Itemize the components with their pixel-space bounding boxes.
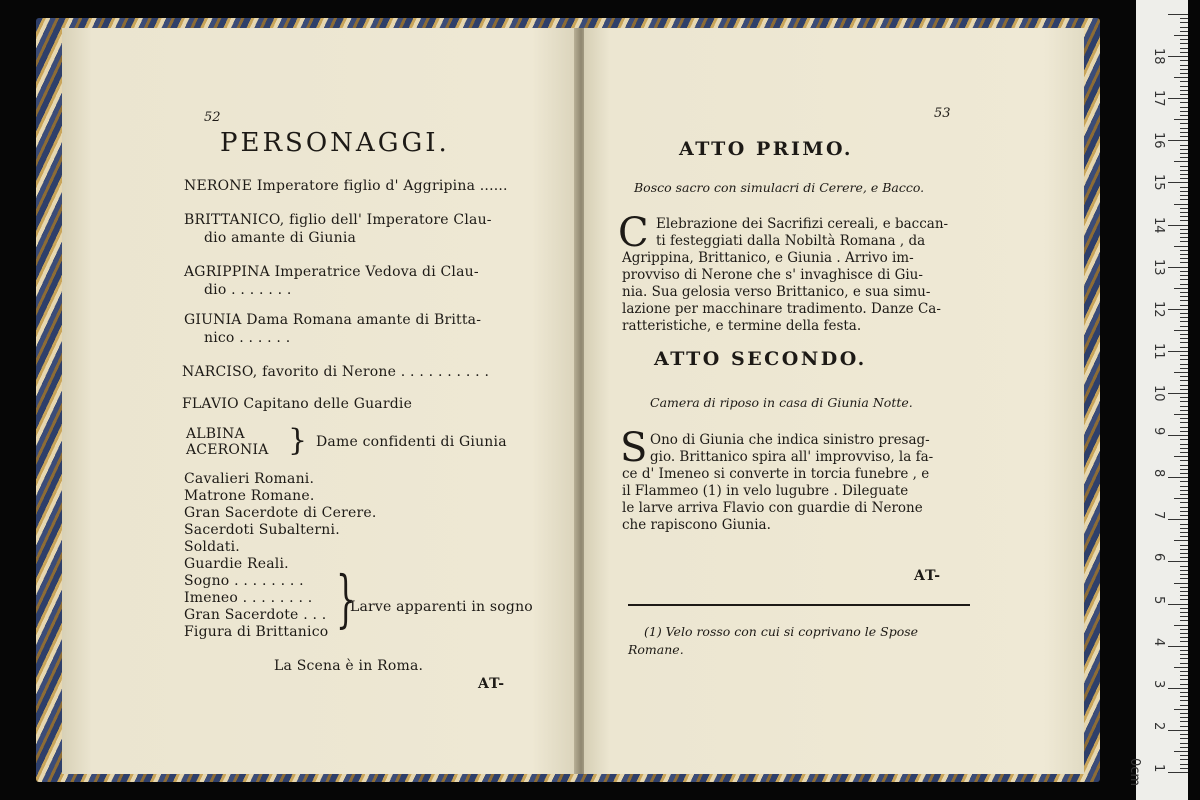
extra-cavalieri: Cavalieri Romani. <box>184 471 315 487</box>
ruler-tick <box>1180 43 1188 44</box>
ruler-tick <box>1180 178 1188 179</box>
ruler-tick <box>1180 612 1188 613</box>
ruler-tick <box>1180 738 1188 739</box>
ruler-tick <box>1180 755 1188 756</box>
ruler-tick <box>1180 743 1188 744</box>
act1-line: ti festeggiati dalla Nobiltà Romana , da <box>656 233 926 249</box>
ruler-tick <box>1180 553 1188 554</box>
ruler-tick <box>1174 498 1188 499</box>
ruler-tick <box>1180 305 1188 306</box>
ruler-tick <box>1180 473 1188 474</box>
ruler-tick <box>1180 262 1188 263</box>
left-page-number: 52 <box>204 110 221 125</box>
ruler-tick <box>1180 532 1188 533</box>
ruler-tick <box>1174 414 1188 415</box>
character-nerone: NERONE Imperatore figlio d' Aggripina ...... <box>184 178 508 194</box>
ruler-tick <box>1174 709 1188 710</box>
ruler-tick <box>1180 528 1188 529</box>
ruler-number: 8 <box>1151 469 1166 478</box>
ruler-tick <box>1180 663 1188 664</box>
ruler-tick <box>1180 111 1188 112</box>
ruler-tick <box>1174 456 1188 457</box>
ruler-tick <box>1180 679 1188 680</box>
ruler-tick <box>1180 132 1188 133</box>
ruler-tick <box>1180 237 1188 238</box>
character-agrippina: AGRIPPINA Imperatrice Vedova di Clau- <box>184 264 479 280</box>
ruler-tick <box>1180 94 1188 95</box>
ruler-tick <box>1168 477 1188 478</box>
ruler-tick <box>1180 199 1188 200</box>
ruler-tick <box>1168 435 1188 436</box>
ruler-tick <box>1180 684 1188 685</box>
ruler-tick <box>1180 700 1188 701</box>
ruler-tick <box>1180 338 1188 339</box>
ruler-tick <box>1180 27 1188 28</box>
ruler-tick <box>1180 115 1188 116</box>
dream-description: Larve apparenti in sogno <box>350 599 533 615</box>
ruler-tick <box>1180 692 1188 693</box>
ruler-tick <box>1180 595 1188 596</box>
ruler-tick <box>1180 637 1188 638</box>
ruler-tick <box>1180 502 1188 503</box>
act2-paragraph-b <box>622 466 929 534</box>
ruler-tick <box>1180 364 1188 365</box>
act1-paragraph-a <box>656 216 948 250</box>
ruler-tick <box>1168 646 1188 647</box>
ruler-tick <box>1180 60 1188 61</box>
ruler-tick <box>1168 561 1188 562</box>
ruler-tick <box>1180 641 1188 642</box>
ruler-number: 2 <box>1151 721 1166 731</box>
act1-line: lazione per macchinare tradimento. Danze Ca- <box>622 301 941 317</box>
right-page <box>584 28 1084 774</box>
ruler-number: 1 <box>1151 764 1166 773</box>
ruler-tick <box>1180 229 1188 230</box>
ruler-tick <box>1180 439 1188 440</box>
ruler-number: 5 <box>1151 595 1166 604</box>
ruler-tick <box>1180 376 1188 377</box>
ruler-tick <box>1180 102 1188 103</box>
ruler-number: 9 <box>1151 427 1166 436</box>
ruler-tick <box>1174 119 1188 120</box>
ruler-tick <box>1180 418 1188 419</box>
ruler-unit: 0cm <box>1127 758 1142 787</box>
ruler-tick <box>1180 658 1188 659</box>
left-page <box>62 28 580 774</box>
ruler-tick <box>1168 140 1188 141</box>
ruler-tick <box>1180 511 1188 512</box>
ruler-tick <box>1180 157 1188 158</box>
ruler-tick <box>1180 608 1188 609</box>
ruler-tick <box>1174 540 1188 541</box>
character-flavio: FLAVIO Capitano delle Guardie <box>182 396 413 412</box>
ruler-tick <box>1180 73 1188 74</box>
act1-line: provviso di Nerone che s' invaghisce di Giu- <box>622 267 923 283</box>
ruler-number: 4 <box>1151 637 1166 646</box>
act1-setting: Bosco sacro con simulacri di Cerere, e Bacco. <box>634 180 925 195</box>
ruler-tick <box>1180 149 1188 150</box>
ruler-tick <box>1180 481 1188 482</box>
ruler-tick <box>1180 347 1188 348</box>
dream-figura: Figura di Brittanico <box>184 624 329 640</box>
ruler-tick <box>1180 566 1188 567</box>
ruler-tick <box>1180 317 1188 318</box>
footnote-line-1: (1) Velo rosso con cui si coprivano le Spose <box>644 624 919 639</box>
ruler-tick <box>1180 31 1188 32</box>
ruler-tick <box>1180 431 1188 432</box>
ruler-tick <box>1180 166 1188 167</box>
act2-setting: Camera di riposo in casa di Giunia Notte. <box>650 395 913 410</box>
ruler-tick <box>1180 444 1188 445</box>
ruler-tick <box>1180 578 1188 579</box>
ruler-tick <box>1180 587 1188 588</box>
character-narciso: NARCISO, favorito di Nerone . . . . . . . . . . <box>182 364 490 380</box>
ruler-number: 14 <box>1151 216 1166 234</box>
ruler-tick <box>1180 123 1188 124</box>
ruler-tick <box>1180 292 1188 293</box>
ruler-tick <box>1180 52 1188 53</box>
ruler-tick <box>1180 170 1188 171</box>
ruler-tick <box>1168 225 1188 226</box>
ruler-tick <box>1180 355 1188 356</box>
ruler-tick <box>1180 545 1188 546</box>
ruler-tick <box>1180 570 1188 571</box>
ruler-number: 10 <box>1151 385 1166 402</box>
ruler-tick <box>1180 212 1188 213</box>
ruler-tick <box>1180 284 1188 285</box>
ruler-tick <box>1180 300 1188 301</box>
footnote-rule <box>628 604 970 606</box>
ruler-tick <box>1180 380 1188 381</box>
ruler-tick <box>1180 22 1188 23</box>
dream-gran-sacerdote: Gran Sacerdote . . . <box>184 607 327 623</box>
ruler-tick <box>1180 389 1188 390</box>
ruler-tick <box>1180 250 1188 251</box>
ruler-tick <box>1174 330 1188 331</box>
ruler-number: 15 <box>1151 174 1166 191</box>
ruler-tick <box>1180 69 1188 70</box>
ruler-tick <box>1168 56 1188 57</box>
ruler-tick <box>1180 271 1188 272</box>
extra-guardie: Guardie Reali. <box>184 556 289 572</box>
ruler-tick <box>1180 671 1188 672</box>
act2-line: gio. Brittanico spira all' improvviso, la fa- <box>650 449 934 465</box>
ruler-tick <box>1180 427 1188 428</box>
lady-albina: ALBINA <box>186 426 245 442</box>
ruler-tick <box>1180 153 1188 154</box>
extra-matrone: Matrone Romane. <box>184 488 315 504</box>
ruler-tick <box>1168 182 1188 183</box>
ruler-tick <box>1180 48 1188 49</box>
act2-paragraph-a <box>650 432 933 466</box>
ruler-tick <box>1180 385 1188 386</box>
act1-drop-cap: C <box>618 210 649 256</box>
ruler-tick <box>1180 145 1188 146</box>
ruler-tick <box>1180 313 1188 314</box>
ruler-number: 12 <box>1151 300 1166 318</box>
ruler-tick <box>1180 721 1188 722</box>
act2-line: il Flammeo (1) in velo lugubre . Dileguate <box>622 483 909 499</box>
ruler-tick <box>1180 128 1188 129</box>
ruler-tick <box>1180 654 1188 655</box>
character-agrippina-cont: dio . . . . . . . <box>204 282 292 298</box>
ruler-tick <box>1168 393 1188 394</box>
ruler-number: 13 <box>1151 258 1166 276</box>
ruler-tick <box>1180 717 1188 718</box>
ruler-tick <box>1180 254 1188 255</box>
extra-soldati: Soldati. <box>184 539 240 555</box>
ruler-tick <box>1180 220 1188 221</box>
ruler-tick <box>1180 136 1188 137</box>
ruler-number: 3 <box>1151 679 1166 689</box>
ruler-tick <box>1180 574 1188 575</box>
ruler-tick <box>1168 688 1188 689</box>
ruler-tick <box>1180 406 1188 407</box>
ruler-tick <box>1180 705 1188 706</box>
ruler-tick <box>1180 524 1188 525</box>
ruler-tick <box>1180 359 1188 360</box>
ruler-tick <box>1180 549 1188 550</box>
ruler-tick <box>1180 241 1188 242</box>
ruler-tick <box>1180 422 1188 423</box>
ruler-tick <box>1180 591 1188 592</box>
ruler-tick <box>1180 195 1188 196</box>
right-page-number: 53 <box>934 106 951 121</box>
ruler-tick <box>1168 519 1188 520</box>
ruler-tick <box>1180 326 1188 327</box>
ruler-tick <box>1180 401 1188 402</box>
ruler-tick <box>1180 515 1188 516</box>
ruler-tick <box>1180 616 1188 617</box>
ruler-tick <box>1180 629 1188 630</box>
ruler-tick <box>1174 625 1188 626</box>
ruler-tick <box>1180 191 1188 192</box>
ruler-tick <box>1174 667 1188 668</box>
right-catchword: AT- <box>914 568 942 584</box>
act2-line: che rapiscono Giunia. <box>622 517 771 533</box>
ruler-tick <box>1168 309 1188 310</box>
ruler-tick <box>1180 448 1188 449</box>
act1-line: ratteristiche, e termine della festa. <box>622 318 862 334</box>
ruler-tick <box>1180 768 1188 769</box>
ruler-number: 17 <box>1151 90 1166 107</box>
ruler-tick <box>1180 187 1188 188</box>
ruler-tick <box>1180 469 1188 470</box>
character-giunia-cont: nico . . . . . . <box>204 330 291 346</box>
extra-gran-sacerdote: Gran Sacerdote di Cerere. <box>184 505 377 521</box>
ruler-tick <box>1174 288 1188 289</box>
act1-line: Agrippina, Brittanico, e Giunia . Arrivo im- <box>622 250 914 266</box>
ruler-number: 16 <box>1151 132 1166 149</box>
ruler-tick <box>1180 460 1188 461</box>
act1-line: Elebrazione dei Sacrifizi cereali, e baccan- <box>656 216 949 232</box>
dream-sogno: Sogno . . . . . . . . <box>184 573 304 589</box>
ruler-tick <box>1180 490 1188 491</box>
ruler-tick <box>1180 452 1188 453</box>
ruler-tick <box>1168 730 1188 731</box>
ruler-number: 11 <box>1151 342 1166 360</box>
ruler-tick <box>1168 267 1188 268</box>
ruler-tick <box>1180 216 1188 217</box>
ruler-tick <box>1180 734 1188 735</box>
ruler-tick <box>1180 486 1188 487</box>
ruler-tick <box>1180 410 1188 411</box>
ruler-tick <box>1168 772 1188 773</box>
act2-drop-cap: S <box>620 425 648 471</box>
ruler-tick <box>1180 39 1188 40</box>
character-giunia: GIUNIA Dama Romana amante di Britta- <box>184 312 482 328</box>
ruler-tick <box>1180 650 1188 651</box>
ruler-tick <box>1180 747 1188 748</box>
ruler-tick <box>1180 759 1188 760</box>
act2-line: Ono di Giunia che indica sinistro presag- <box>650 432 930 448</box>
lady-aceronia: ACERONIA <box>186 442 269 458</box>
ruler-tick <box>1174 77 1188 78</box>
ruler-tick <box>1168 98 1188 99</box>
scene-location: La Scena è in Roma. <box>274 658 424 674</box>
ruler-tick <box>1180 696 1188 697</box>
footnote-line-2: Romane. <box>628 642 684 657</box>
dream-brace: } <box>336 562 356 635</box>
act1-paragraph-b <box>622 250 941 335</box>
left-catchword: AT- <box>478 676 506 692</box>
ruler-tick <box>1180 86 1188 87</box>
ruler-tick <box>1180 334 1188 335</box>
ruler-tick <box>1174 751 1188 752</box>
ruler-number: 7 <box>1151 511 1166 520</box>
ruler-tick <box>1180 107 1188 108</box>
ruler-tick <box>1180 279 1188 280</box>
ruler-tick <box>1180 65 1188 66</box>
personaggi-title: PERSONAGGI. <box>220 128 450 158</box>
ruler-tick <box>1180 764 1188 765</box>
ruler-tick <box>1180 675 1188 676</box>
ruler-tick <box>1174 35 1188 36</box>
ruler-tick <box>1180 275 1188 276</box>
ruler-tick <box>1168 351 1188 352</box>
ruler-number: 6 <box>1151 553 1166 562</box>
extra-sacerdoti: Sacerdoti Subalterni. <box>184 522 340 538</box>
ruler-tick <box>1180 726 1188 727</box>
ruler-tick <box>1180 368 1188 369</box>
ruler-tick <box>1174 372 1188 373</box>
ruler-tick <box>1180 81 1188 82</box>
act2-title: ATTO SECONDO. <box>654 348 867 370</box>
ruler-tick <box>1180 465 1188 466</box>
ruler-tick <box>1180 620 1188 621</box>
ruler-tick <box>1180 557 1188 558</box>
ruler-number: 18 <box>1151 48 1166 65</box>
ladies-brace: } <box>288 423 308 458</box>
ruler-tick <box>1180 296 1188 297</box>
ruler-tick <box>1180 494 1188 495</box>
ruler-tick <box>1180 90 1188 91</box>
character-brittanico-cont: dio amante di Giunia <box>204 230 357 246</box>
ruler-tick <box>1174 204 1188 205</box>
ruler-tick <box>1180 208 1188 209</box>
ruler-tick <box>1174 161 1188 162</box>
ruler-tick <box>1180 507 1188 508</box>
ruler-tick <box>1180 258 1188 259</box>
act2-line: ce d' Imeneo si converte in torcia funebre , e <box>622 466 930 482</box>
ruler-tick <box>1180 599 1188 600</box>
ladies-description: Dame confidenti di Giunia <box>316 434 507 450</box>
ruler-tick <box>1180 321 1188 322</box>
ruler-tick <box>1180 342 1188 343</box>
ruler-tick <box>1168 14 1188 15</box>
measuring-ruler <box>1127 0 1188 800</box>
act2-line: le larve arriva Flavio con guardie di Nerone <box>622 500 923 516</box>
ruler-tick <box>1180 633 1188 634</box>
character-brittanico: BRITTANICO, figlio dell' Imperatore Clau- <box>184 212 492 228</box>
ruler-tick <box>1180 233 1188 234</box>
ruler-tick <box>1180 174 1188 175</box>
dream-imeneo: Imeneo . . . . . . . . <box>184 590 313 606</box>
ruler-tick <box>1180 397 1188 398</box>
act1-line: nia. Sua gelosia verso Brittanico, e sua simu- <box>622 284 931 300</box>
ruler-tick <box>1174 583 1188 584</box>
ruler-tick <box>1180 18 1188 19</box>
ruler-tick <box>1180 713 1188 714</box>
act1-title: ATTO PRIMO. <box>679 138 854 160</box>
ruler-tick <box>1174 246 1188 247</box>
ruler-tick <box>1168 604 1188 605</box>
ruler-tick <box>1180 536 1188 537</box>
